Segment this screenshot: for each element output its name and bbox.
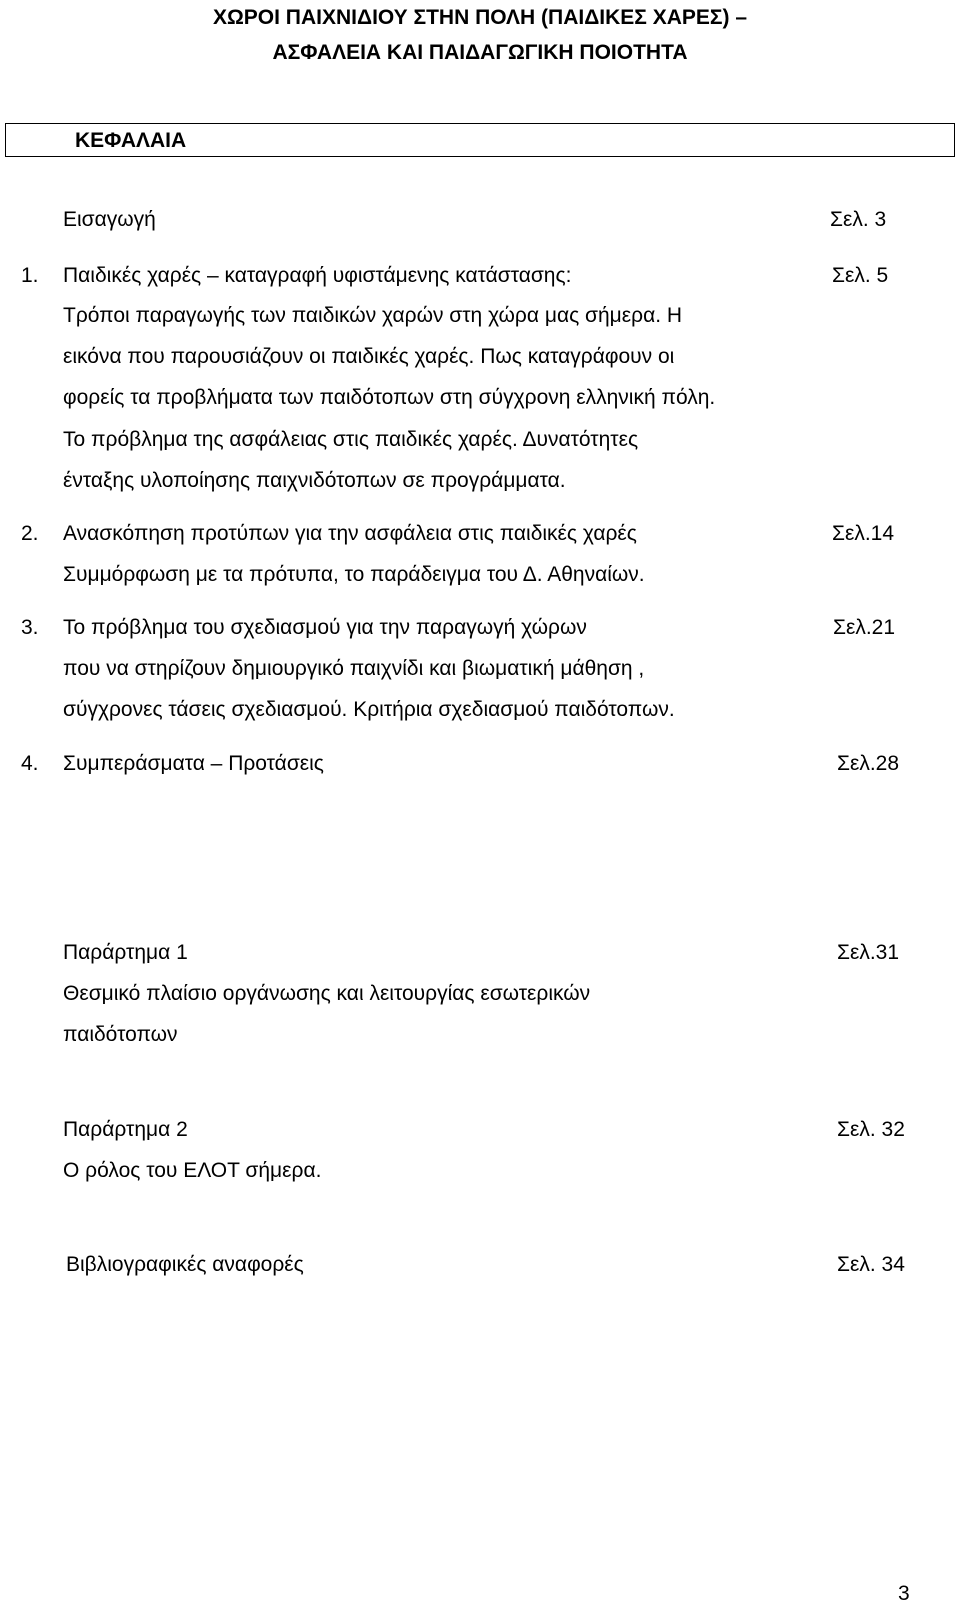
toc-appendix1-desc-1: Θεσμικό πλαίσιο οργάνωσης και λειτουργίας εσωτερικών [63,982,591,1005]
document-title-line-2: ΑΣΦΑΛΕΙΑ ΚΑΙ ΠΑΙΔΑΓΩΓΙΚΗ ΠΟΙΟΤΗΤΑ [272,41,688,64]
toc-ch3-desc-2: σύγχρονες τάσεις σχεδιασμού. Κριτήρια σχεδιασμού παιδότοπων. [63,698,675,721]
document-title-line-1: ΧΩΡΟΙ ΠΑΙΧΝΙΔΙΟΥ ΣΤΗΝ ΠΟΛΗ (ΠΑΙΔΙΚΕΣ ΧΑΡΕΣ) – [212,6,748,29]
toc-ch3-page: Σελ.21 [833,616,896,639]
contents-heading: ΚΕΦΑΛΑΙΑ [75,129,187,152]
toc-ch4-number: 4. [21,752,39,775]
toc-appendix2-desc-1: Ο ρόλος του ΕΛΟΤ σήμερα. [63,1159,322,1182]
toc-ch2-page: Σελ.14 [832,522,895,545]
toc-bibliography-label: Βιβλιογραφικές αναφορές [66,1253,304,1276]
toc-ch1-desc-3: φορείς τα προβλήματα των παιδότοπων στη σύγχρονη ελληνική πόλη. [63,386,716,409]
toc-appendix1-page: Σελ.31 [837,941,900,964]
toc-ch3-number: 3. [21,616,39,639]
toc-ch1-desc-1: Τρόποι παραγωγής των παιδικών χαρών στη χώρα μας σήμερα. Η [63,304,683,327]
toc-ch3-title: Το πρόβλημα του σχεδιασμού για την παραγωγή χώρων [63,616,587,639]
toc-appendix1-desc-2: παιδότοπων [63,1023,178,1046]
toc-ch2-desc-1: Συμμόρφωση με τα πρότυπα, το παράδειγμα του Δ. Αθηναίων. [63,563,645,586]
toc-ch1-title: Παιδικές χαρές – καταγραφή υφιστάμενης κατάστασης: [63,264,572,287]
toc-ch4-title: Συμπεράσματα – Προτάσεις [63,752,324,775]
toc-bibliography-page: Σελ. 34 [837,1253,905,1276]
toc-ch1-desc-4: Το πρόβλημα της ασφάλειας στις παιδικές χαρές. Δυνατότητες [63,428,639,451]
toc-ch4-page: Σελ.28 [837,752,900,775]
toc-ch1-desc-5: ένταξης υλοποίησης παιχνιδότοπων σε προγράμματα. [63,469,566,492]
toc-appendix2-label: Παράρτημα 2 [63,1118,188,1141]
toc-appendix1-label: Παράρτημα 1 [63,941,188,964]
page-number: 3 [898,1582,910,1605]
toc-intro-label: Εισαγωγή [63,208,156,231]
toc-ch1-number: 1. [21,264,39,287]
toc-ch2-title: Ανασκόπηση προτύπων για την ασφάλεια στις παιδικές χαρές [63,522,637,545]
toc-ch3-desc-1: που να στηρίζουν δημιουργικό παιχνίδι και βιωματική μάθηση , [63,657,645,680]
contents-heading-box [5,123,955,157]
toc-ch1-desc-2: εικόνα που παρουσιάζουν οι παιδικές χαρές. Πως καταγράφουν οι [63,345,675,368]
toc-ch1-page: Σελ. 5 [832,264,889,287]
toc-intro-page: Σελ. 3 [830,208,887,231]
toc-ch2-number: 2. [21,522,39,545]
toc-appendix2-page: Σελ. 32 [837,1118,905,1141]
